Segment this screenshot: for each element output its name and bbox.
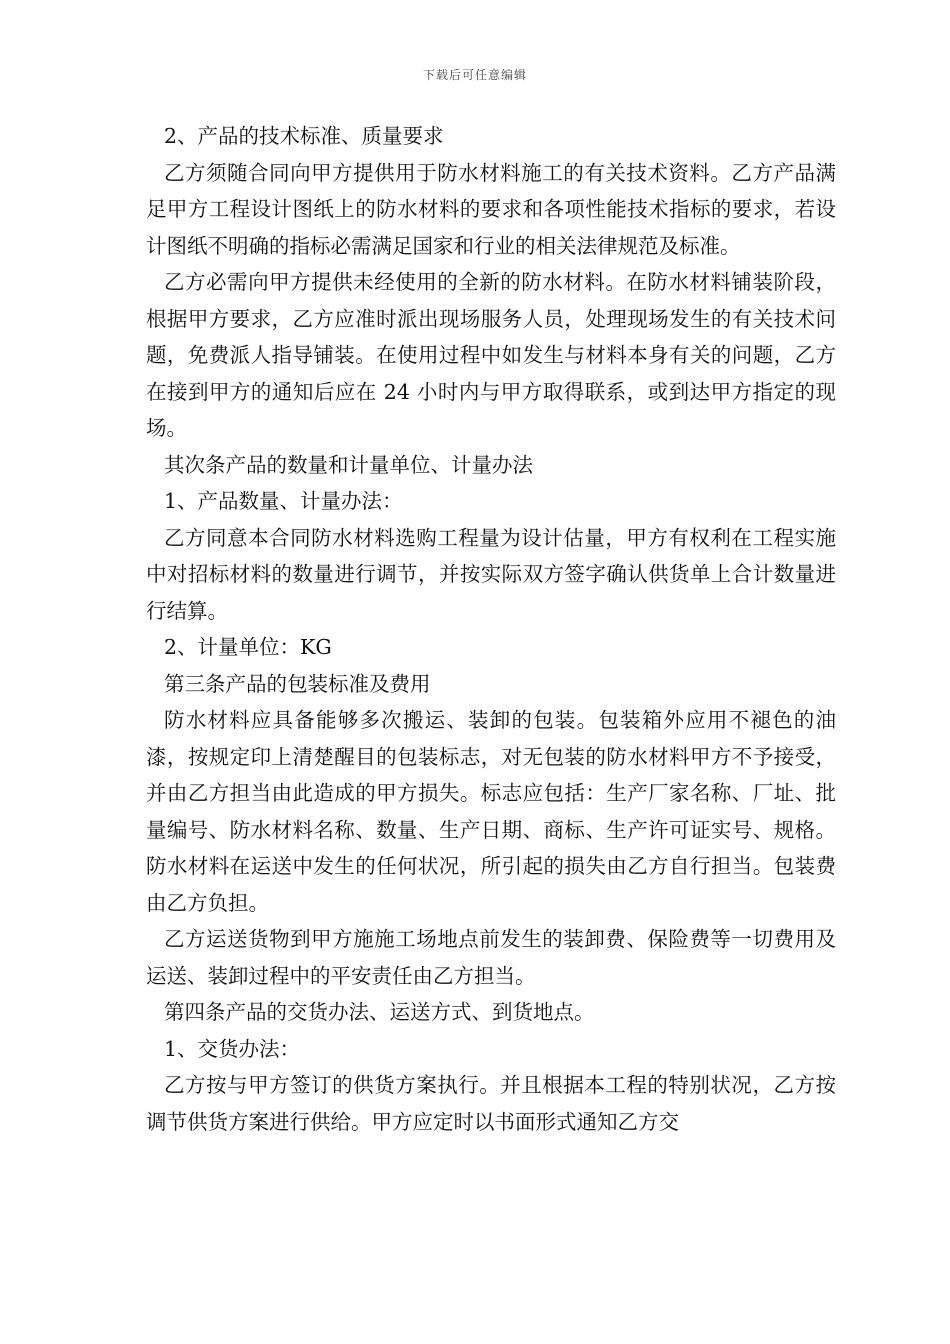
paragraph-new-materials: 乙方必需向甲方提供未经使用的全新的防水材料。在防水材料铺装阶段，根据甲方要求，乙方应准时派出现场服务人员，处理现场发生的有关技术问题，免费派人指导铺装。在使用过程中如发生与材料本身有关的问题，乙方在接到甲方的通知后应在 24 小时内与甲方取得联系，或到达甲方指定的现场。 [146, 270, 836, 440]
section-heading-quantity-method: 1、产品数量、计量办法： [164, 489, 403, 513]
paragraph-packaging-standard: 防水材料应具备能够多次搬运、装卸的包装。包装箱外应用不褪色的油漆，按规定印上清楚醒目的包装标志，对无包装的防水材料甲方不予接受，并由乙方担当由此造成的甲方损失。标志应包括：生产厂家名称、厂址、批量编号、防水材料名称、数量、生产日期、商标、生产许可证实号、规格。防水材料在运送中发生的任何状况，所引起的损失由乙方自行担当。包装费由乙方负担。 [146, 708, 836, 915]
paragraph-delivery-plan: 乙方按与甲方签订的供货方案执行。并且根据本工程的特别状况，乙方按调节供货方案进行供给。甲方应定时以书面形式通知乙方交 [146, 1073, 836, 1134]
document-body [146, 118, 836, 1140]
section-heading-tech-standard: 2、产品的技术标准、质量要求 [164, 124, 444, 148]
page-header-note: 下载后可任意编辑 [422, 68, 527, 82]
paragraph-quantity-settlement: 乙方同意本合同防水材料选购工程量为设计估量，甲方有权利在工程实施中对招标材料的数量进行调节，并按实际双方签字确认供货单上合计数量进行结算。 [146, 525, 836, 623]
article-heading-quantity: 其次条产品的数量和计量单位、计量办法 [164, 452, 533, 477]
paragraph-transport-costs: 乙方运送货物到甲方施施工场地点前发生的装卸费、保险费等一切费用及运送、装卸过程中的平安责任由乙方担当。 [146, 927, 836, 988]
section-heading-delivery-method: 1、交货办法： [164, 1036, 301, 1061]
paragraph-tech-documents: 乙方须随合同向甲方提供用于防水材料施工的有关技术资料。乙方产品满足甲方工程设计图纸上的防水材料的要求和各项性能技术指标的要求，若设计图纸不明确的指标必需满足国家和行业的相关法律规范及标准。 [146, 160, 836, 258]
section-heading-unit: 2、计量单位：KG [164, 635, 332, 659]
article-heading-packaging: 第三条产品的包装标准及费用 [164, 671, 431, 696]
article-heading-delivery: 第四条产品的交货办法、运送方式、到货地点。 [164, 1000, 595, 1024]
